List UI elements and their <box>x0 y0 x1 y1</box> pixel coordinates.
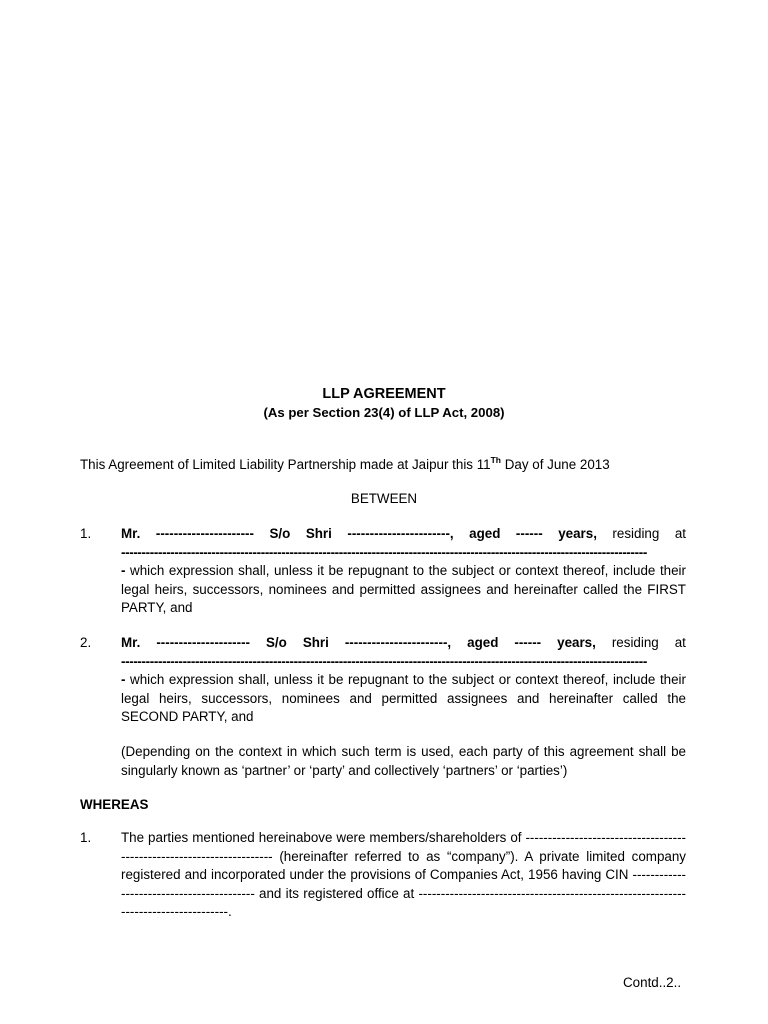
name-blank: ---------------------- <box>155 526 254 541</box>
years-label: years, <box>558 526 597 541</box>
intro-text: This Agreement of Limited Liability Partnership made at Jaipur this 11 <box>80 457 491 472</box>
party-number: 1. <box>80 526 92 541</box>
name-blank: --------------------- <box>156 635 250 650</box>
context-note-text: (Depending on the context in which such term is used, each party of this agreement shall be singularly known as ‘partner’ or ‘party’ and collectively ‘partners’ or ‘parties’) <box>121 744 686 778</box>
continued-footer: Contd..2.. <box>623 975 682 990</box>
title-mr: Mr. <box>121 635 141 650</box>
party-details-line <box>121 525 686 544</box>
party-number: 2. <box>80 635 92 650</box>
whereas-item-number: 1. <box>80 830 92 845</box>
dash-prefix: - <box>121 672 126 687</box>
years-label: years, <box>557 635 596 650</box>
aged-label: aged <box>467 635 499 650</box>
context-note <box>80 743 686 780</box>
whereas-item-text: The parties mentioned hereinabove were members/shareholders of ---------------------------------------------------------------------- (hereinafter referred to as “company”). A private limited company registered and incorporated under the provisions of Companies Act, 1956 having CIN ------------------------------------------ and its registered office at ------------------------------------------------------------------------------------. <box>121 830 686 919</box>
party-details-line <box>121 634 686 653</box>
so-label: S/o <box>269 526 291 541</box>
party-description <box>121 562 686 618</box>
between-heading: BETWEEN <box>350 491 418 506</box>
party-2 <box>80 634 686 727</box>
document-title: LLP AGREEMENT <box>322 386 446 402</box>
whereas-heading: WHEREAS <box>80 797 149 812</box>
intro-text-end: Day of June 2013 <box>501 457 610 472</box>
address-blank: -------------------------------------------------------------------------------------------------------------------------------- <box>121 544 647 560</box>
shri-label: Shri <box>302 635 329 650</box>
residing-label: residing <box>612 526 660 541</box>
at-label: at <box>674 635 686 650</box>
father-name-blank: -----------------------, <box>347 526 454 541</box>
age-blank: ------ <box>514 635 542 650</box>
party-description <box>121 671 686 727</box>
address-blank: -------------------------------------------------------------------------------------------------------------------------------- <box>121 653 647 669</box>
party-1 <box>80 525 686 618</box>
document-subtitle: (As per Section 23(4) of LLP Act, 2008) <box>263 405 505 420</box>
age-blank: ------ <box>515 526 543 541</box>
so-label: S/o <box>265 635 287 650</box>
shri-label: Shri <box>305 526 332 541</box>
residing-label: residing <box>611 635 659 650</box>
intro-superscript: Th <box>490 454 501 465</box>
aged-label: aged <box>469 526 501 541</box>
dash-prefix: - <box>121 563 126 578</box>
party-description-text: which expression shall, unless it be repugnant to the subject or context thereof, include their legal heirs, successors, nominees and permitted assignees and hereinafter called the SECOND PARTY, and <box>121 672 686 724</box>
whereas-item-1 <box>80 829 686 922</box>
title-mr: Mr. <box>121 526 141 541</box>
intro-paragraph <box>80 456 686 475</box>
at-label: at <box>674 526 686 541</box>
party-description-text: which expression shall, unless it be repugnant to the subject or context thereof, include their legal heirs, successors, nominees and permitted assignees and hereinafter called the FIRST PARTY, and <box>121 563 686 615</box>
father-name-blank: -----------------------, <box>344 635 452 650</box>
